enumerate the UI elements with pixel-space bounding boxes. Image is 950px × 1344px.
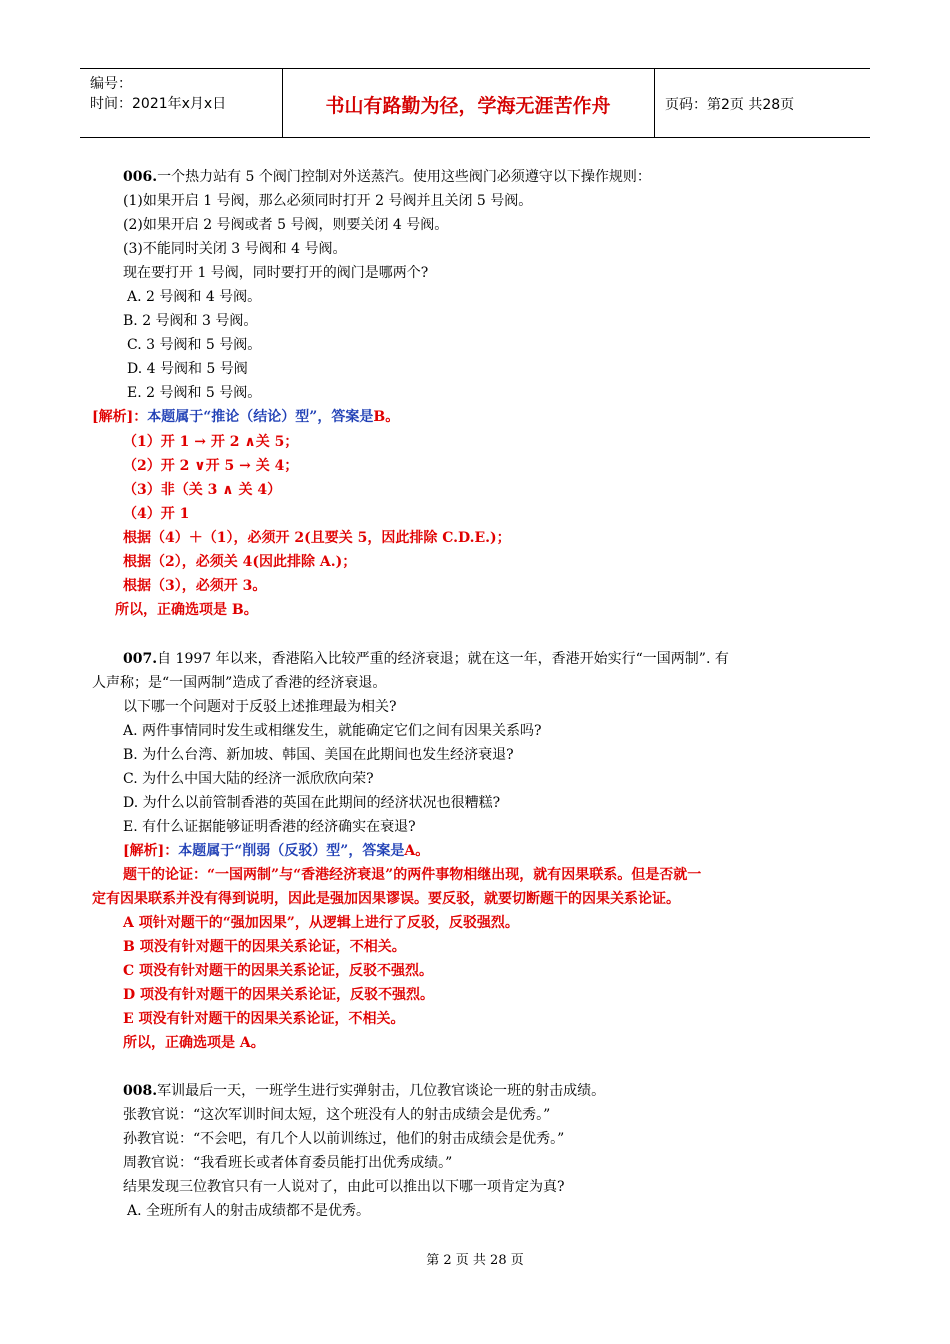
analysis-prefix: [解析]：: [92, 409, 148, 425]
number-label: 编号：: [90, 76, 132, 92]
analysis-line: D 项没有针对题干的因果关系论证，反驳不强烈。: [123, 987, 435, 1003]
analysis-line: 根据（3），必须开 3。: [123, 578, 267, 594]
analysis-answer: B。: [373, 409, 400, 425]
page-header: [80, 68, 870, 138]
analysis-line: B 项没有针对题干的因果关系论证，不相关。: [123, 939, 406, 955]
question-stem: 自 1997 年以来，香港陷入比较严重的经济衰退；就在这一年，香港开始实行“一国两制”. 有: [157, 651, 729, 667]
dialogue-line: 孙教官说：“不会吧，有几个人以前训练过，他们的射击成绩会是优秀。”: [123, 1131, 565, 1147]
question-stem-continued: 人声称；是“一国两制”造成了香港的经济衰退。: [92, 675, 387, 691]
option-line: E. 有什么证据能够证明香港的经济确实在衰退?: [123, 819, 416, 835]
analysis-line: （4）开 1: [123, 506, 190, 522]
date-label: 时间：2021年x月x日: [90, 96, 227, 112]
page-footer: 第 2 页 共 28 页: [426, 1253, 524, 1268]
analysis-line: （2）开 2 ∨开 5 → 关 4；: [123, 458, 299, 474]
analysis-line: 题干的论证：“一国两制”与“香港经济衰退”的两件事物相继出现，就有因果联系。但是否就一: [123, 867, 702, 883]
option-line: D. 为什么以前管制香港的英国在此期间的经济状况也很糟糕?: [123, 795, 501, 811]
analysis-heading: [123, 842, 429, 860]
header-info-cell: [80, 69, 283, 137]
analysis-answer: A。: [404, 843, 430, 859]
question-008-stem: [123, 1082, 605, 1100]
option-line: A. 两件事情同时发生或相继发生，就能确定它们之间有因果关系吗?: [123, 723, 542, 739]
question-006-stem: [123, 168, 651, 186]
analysis-title: 本题属于“削弱（反驳）型”，答案是: [178, 843, 405, 859]
option-line: A. 全班所有人的射击成绩都不是优秀。: [127, 1203, 371, 1219]
question-number: 007.: [123, 651, 158, 667]
analysis-heading: [92, 408, 399, 426]
analysis-conclusion: 所以，正确选项是 A。: [123, 1035, 265, 1051]
analysis-line: 根据（2），必须关 4(因此排除 A.)；: [123, 554, 357, 570]
motto: 书山有路勤为径，学海无涯苦作舟: [325, 95, 611, 117]
option-line: D. 4 号阀和 5 号阀: [127, 361, 248, 377]
analysis-title: 本题属于“推论（结论）型”，答案是: [147, 409, 374, 425]
option-line: E. 2 号阀和 5 号阀。: [127, 385, 262, 401]
page-info: 页码：第2页 共28页: [665, 97, 795, 113]
option-line: B. 为什么台湾、新加坡、韩国、美国在此期间也发生经济衰退?: [123, 747, 514, 763]
option-line: B. 2 号阀和 3 号阀。: [123, 313, 258, 329]
question-007-stem: [123, 650, 729, 668]
rule-line: (3)不能同时关闭 3 号阀和 4 号阀。: [123, 241, 347, 257]
question-prompt: 以下哪一个问题对于反驳上述推理最为相关?: [123, 699, 397, 715]
header-motto-cell: [282, 69, 655, 137]
dialogue-line: 周教官说：“我看班长或者体育委员能打出优秀成绩。”: [123, 1155, 453, 1171]
analysis-line: E 项没有针对题干的因果关系论证，不相关。: [123, 1011, 405, 1027]
option-line: C. 3 号阀和 5 号阀。: [127, 337, 262, 353]
question-prompt: 结果发现三位教官只有一人说对了，由此可以推出以下哪一项肯定为真?: [123, 1179, 565, 1195]
question-prompt: 现在要打开 1 号阀，同时要打开的阀门是哪两个?: [123, 265, 429, 281]
analysis-line: （3）非（关 3 ∧ 关 4）: [123, 482, 282, 498]
analysis-line: 定有因果联系并没有得到说明，因此是强加因果谬误。要反驳，就要切断题干的因果关系论证。: [92, 891, 680, 907]
analysis-line: A 项针对题干的“强加因果”，从逻辑上进行了反驳，反驳强烈。: [123, 915, 519, 931]
question-stem: 一个热力站有 5 个阀门控制对外送蒸汽。使用这些阀门必须遵守以下操作规则：: [157, 169, 651, 185]
option-line: C. 为什么中国大陆的经济一派欣欣向荣?: [123, 771, 374, 787]
question-number: 008.: [123, 1083, 158, 1099]
option-line: A. 2 号阀和 4 号阀。: [127, 289, 262, 305]
dialogue-line: 张教官说：“这次军训时间太短，这个班没有人的射击成绩会是优秀。”: [123, 1107, 551, 1123]
rule-line: (1)如果开启 1 号阀，那么必须同时打开 2 号阀并且关闭 5 号阀。: [123, 193, 533, 209]
question-number: 006.: [123, 169, 158, 185]
analysis-line: C 项没有针对题干的因果关系论证，反驳不强烈。: [123, 963, 434, 979]
analysis-conclusion: 所以，正确选项是 B。: [115, 602, 258, 618]
header-page-cell: [655, 69, 870, 137]
analysis-line: 根据（4）＋（1），必须开 2(且要关 5，因此排除 C.D.E.)；: [123, 530, 511, 546]
question-stem: 军训最后一天，一班学生进行实弹射击，几位教官谈论一班的射击成绩。: [157, 1083, 606, 1099]
analysis-prefix: [解析]：: [123, 843, 179, 859]
analysis-line: （1）开 1 → 开 2 ∧关 5；: [123, 434, 299, 450]
rule-line: (2)如果开启 2 号阀或者 5 号阀，则要关闭 4 号阀。: [123, 217, 449, 233]
